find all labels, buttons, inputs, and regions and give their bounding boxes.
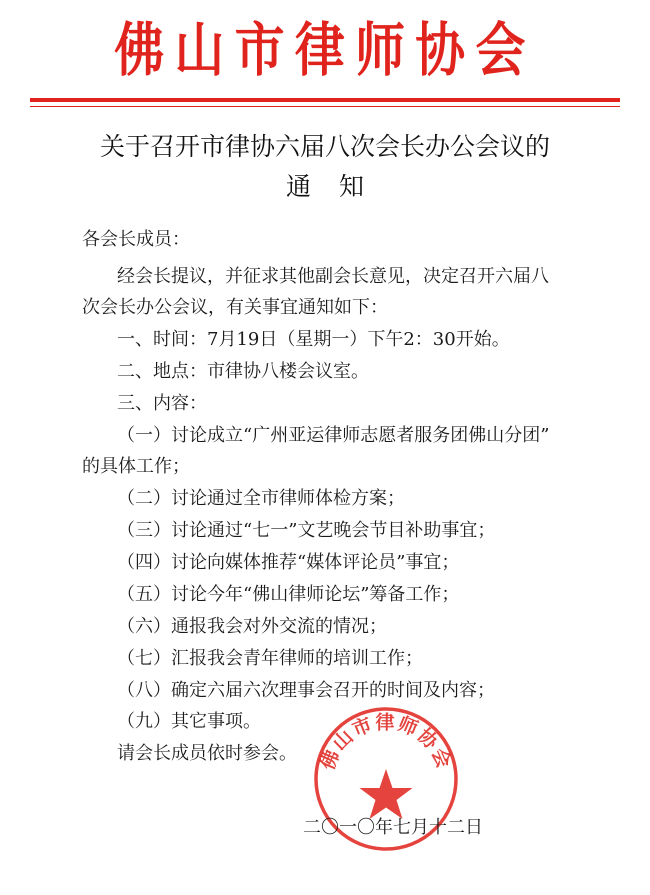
letterhead-thick-rule [30,98,620,102]
item-content-heading: 三、内容： [117,393,207,414]
letterhead-thin-rule [30,106,620,107]
issue-date: 二〇一〇年七月十二日 [303,817,483,838]
salutation: 各会长成员： [82,229,190,250]
notice-title-line1: 关于召开市律协六届八次会长办公会议的 [99,132,550,161]
sub-item: （七）汇报我会青年律师的培训工作； [117,648,423,669]
item-time: 一、时间：7月19日（星期一）下午2：30开始。 [117,329,510,350]
closing-line: 请会长成员依时参会。 [117,743,297,764]
sub-item: （六）通报我会对外交流的情况； [117,616,387,637]
seal-star-icon [360,769,413,819]
sub-item: （八）确定六届六次理事会召开的时间及内容； [117,680,495,701]
item-place: 二、地点：市律协八楼会议室。 [117,361,369,382]
notice-title-line2: 通知 [285,172,392,201]
sub-item: （九）其它事项。 [117,711,261,732]
sub-item: （二）讨论通过全市律师体检方案； [117,488,405,509]
sub-item: （一）讨论成立“广州亚运律师志愿者服务团佛山分团” [117,425,550,446]
intro-line-1: 经会长提议，并征求其他副会长意见，决定召开六届八 [117,266,549,287]
sub-item: （四）讨论向媒体推荐“媒体评论员”事宜； [117,552,460,573]
sub-item: （三）讨论通过“七一”文艺晚会节目补助事宜； [117,520,496,541]
sub-item-continuation: 的具体工作； [82,456,190,477]
svg-text:佛山市律师协会: 佛山市律师协会 [316,711,456,774]
intro-line-2: 次会长办公会议，有关事宜通知如下： [82,297,388,318]
letterhead-org-name: 佛山市律师协会 [114,16,536,84]
sub-item: （五）讨论今年“佛山律师论坛”筹备工作； [117,584,460,605]
